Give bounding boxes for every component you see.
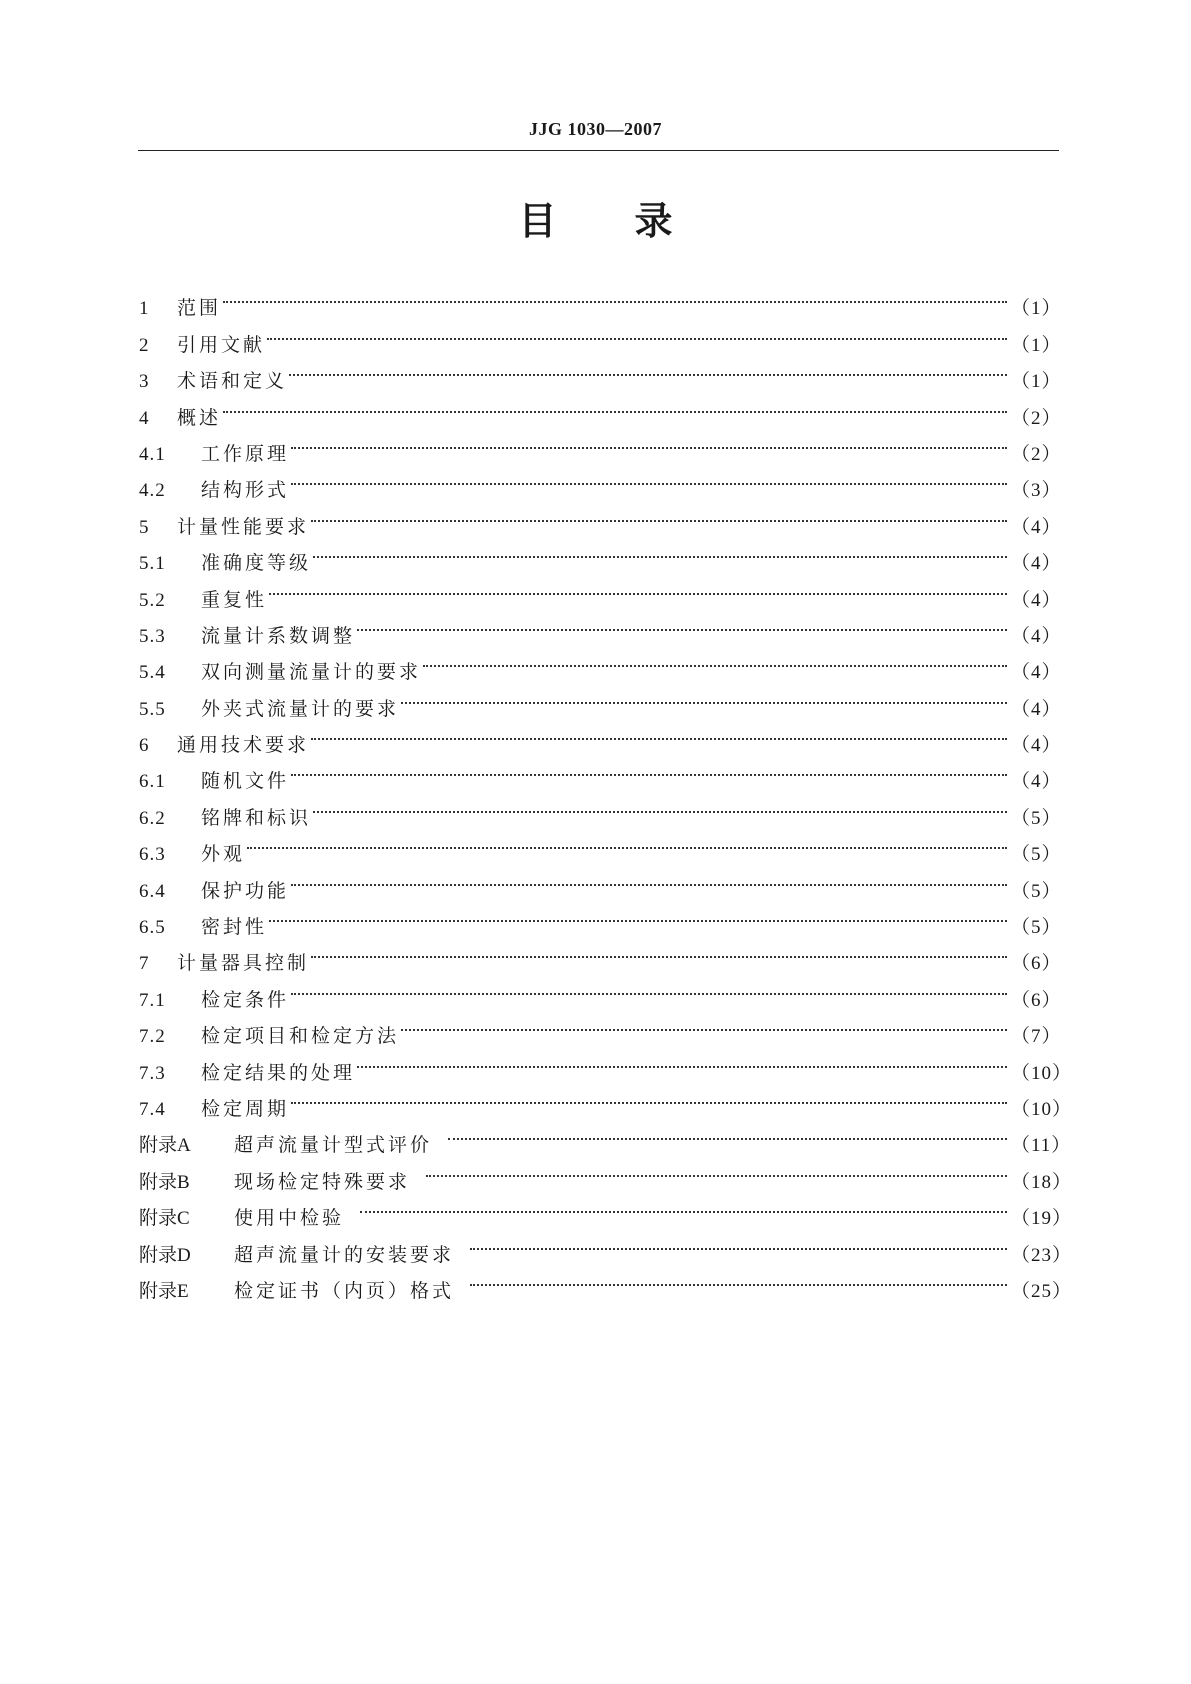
toc-entry-number: 5.2 — [139, 589, 166, 611]
toc-entry-page: （1） — [1011, 298, 1062, 320]
toc-entry-page: （5） — [1011, 880, 1062, 902]
toc-entry-page: （5） — [1011, 844, 1062, 866]
toc-entry-page: （1） — [1011, 334, 1062, 356]
toc-entry-page: （10） — [1011, 1062, 1073, 1084]
toc-entry-page: （7） — [1011, 1026, 1062, 1048]
toc-leader-dots — [291, 424, 1007, 460]
toc-entry-title: 结构形式 — [201, 479, 290, 502]
toc-entry-number: 5.1 — [139, 553, 166, 575]
toc-entry-number: 6.1 — [139, 771, 166, 793]
toc-entry-page: （4） — [1011, 516, 1062, 538]
toc-entry-title: 重复性 — [201, 588, 268, 611]
toc-entry-title: 保护功能 — [201, 879, 290, 902]
toc-entry-number: 附录A — [139, 1135, 191, 1157]
toc-entry-page: （6） — [1011, 989, 1062, 1011]
toc-leader-dots — [470, 1261, 1007, 1297]
toc-entry-page: （10） — [1011, 1098, 1073, 1120]
toc-leader-dots — [223, 387, 1007, 423]
toc-entry-number: 5 — [139, 516, 150, 538]
toc-leader-dots — [311, 496, 1007, 532]
toc-entry-page: （4） — [1011, 698, 1062, 720]
toc-entry-page: （5） — [1011, 917, 1062, 939]
toc-entry-title: 准确度等级 — [201, 552, 312, 575]
toc-leader-dots — [313, 533, 1007, 569]
toc-leader-dots — [291, 860, 1007, 896]
toc-leader-dots — [291, 1079, 1007, 1115]
toc-entry-number: 5.4 — [139, 662, 166, 684]
toc-entry-page: （4） — [1011, 771, 1062, 793]
toc-entry-page: （6） — [1011, 953, 1062, 975]
toc-entry-title: 使用中检验 — [234, 1207, 345, 1230]
toc-entry-number: 附录B — [139, 1171, 190, 1193]
toc-entry-number: 7.2 — [139, 1026, 166, 1048]
toc-leader-dots — [311, 933, 1007, 969]
toc-entry-title: 检定项目和检定方法 — [201, 1025, 400, 1048]
toc-entry-title: 随机文件 — [201, 770, 290, 793]
toc-leader-dots — [223, 278, 1007, 314]
toc-leader-dots — [269, 569, 1007, 605]
toc-entry-page: （25） — [1011, 1280, 1073, 1302]
toc-entry-number: 4 — [139, 407, 150, 429]
toc-leader-dots — [247, 824, 1007, 860]
toc-entry-number: 4.2 — [139, 480, 166, 502]
toc-entry-page: （2） — [1011, 407, 1062, 429]
toc-entry-title: 通用技术要求 — [177, 734, 310, 757]
toc-leader-dots — [291, 751, 1007, 787]
toc-entry-page: （4） — [1011, 589, 1062, 611]
toc-entry-title: 铭牌和标识 — [201, 806, 312, 829]
toc-entry-page: （4） — [1011, 735, 1062, 757]
toc-leader-dots — [313, 787, 1007, 823]
toc-entry[interactable] — [139, 860, 1062, 902]
toc-entry-title: 密封性 — [201, 916, 268, 939]
toc-entry-title: 流量计系数调整 — [201, 624, 356, 647]
toc-leader-dots — [291, 969, 1007, 1005]
toc-leader-dots — [311, 715, 1007, 751]
toc-entry-title: 双向测量流量计的要求 — [201, 661, 422, 684]
title-char-1: 目 — [518, 199, 557, 243]
toc-entry-number: 6 — [139, 735, 150, 757]
toc-entry-title: 工作原理 — [201, 442, 290, 465]
toc-entry-title: 现场检定特殊要求 — [234, 1170, 411, 1193]
toc-entry-title: 超声流量计的安装要求 — [234, 1243, 455, 1266]
toc-entry-title: 概述 — [177, 406, 222, 429]
toc-entry-number: 5.5 — [139, 698, 166, 720]
toc-leader-dots — [269, 897, 1007, 933]
page-header: JJG 1030—2007 — [528, 119, 662, 139]
toc-entry-page: （23） — [1011, 1244, 1073, 1266]
toc-entry[interactable] — [139, 278, 1062, 320]
toc-leader-dots — [470, 1224, 1007, 1260]
toc-entry-title: 检定周期 — [201, 1097, 290, 1120]
toc-entry-page: （2） — [1011, 443, 1062, 465]
page-title — [0, 196, 1191, 246]
toc-entry[interactable] — [139, 606, 1062, 647]
toc-entry-title: 外观 — [201, 843, 246, 866]
toc-entry-number: 附录C — [139, 1208, 190, 1230]
toc-entry-title: 检定结果的处理 — [201, 1061, 356, 1084]
toc-leader-dots — [289, 351, 1007, 387]
toc-entry-number: 6.4 — [139, 880, 166, 902]
toc-leader-dots — [448, 1115, 1007, 1151]
toc-entry-title: 超声流量计型式评价 — [234, 1134, 433, 1157]
toc-entry-page: （11） — [1011, 1135, 1072, 1157]
toc-entry-page: （1） — [1011, 371, 1062, 393]
toc-entry-number: 6.2 — [139, 807, 166, 829]
toc-entry-title: 计量器具控制 — [177, 952, 310, 975]
toc-entry-page: （5） — [1011, 807, 1062, 829]
toc-entry-number: 7.1 — [139, 989, 166, 1011]
toc-entry-number: 7.3 — [139, 1062, 166, 1084]
toc-entry-number: 2 — [139, 334, 150, 356]
toc-leader-dots — [401, 678, 1007, 714]
toc-list — [139, 278, 1073, 1302]
toc-entry-page: （3） — [1011, 480, 1062, 502]
title-char-2: 录 — [634, 199, 673, 243]
toc-entry-title: 计量性能要求 — [177, 515, 310, 538]
toc-leader-dots — [267, 314, 1007, 350]
toc-entry-title: 外夹式流量计的要求 — [201, 697, 400, 720]
toc-leader-dots — [423, 642, 1007, 678]
toc-entry[interactable] — [139, 387, 1062, 429]
toc-entry-title: 检定条件 — [201, 988, 290, 1011]
toc-entry-number: 附录E — [139, 1280, 189, 1302]
toc-leader-dots — [401, 1006, 1007, 1042]
toc-entry[interactable] — [139, 897, 1062, 939]
toc-entry-number: 1 — [139, 298, 150, 320]
toc-entry-page: （19） — [1011, 1208, 1073, 1230]
toc-entry[interactable] — [139, 824, 1062, 866]
toc-entry-page: （4） — [1011, 662, 1062, 684]
toc-leader-dots — [360, 1188, 1007, 1224]
toc-entry[interactable] — [139, 314, 1062, 356]
toc-entry[interactable] — [139, 933, 1062, 975]
toc-leader-dots — [357, 606, 1007, 642]
toc-entry[interactable] — [139, 424, 1062, 465]
toc-entry-number: 5.3 — [139, 625, 166, 647]
toc-entry-title: 检定证书（内页）格式 — [234, 1279, 455, 1302]
toc-entry-page: （4） — [1011, 553, 1062, 575]
toc-entry[interactable] — [139, 351, 1062, 393]
toc-entry-title: 术语和定义 — [177, 370, 288, 393]
toc-entry-number: 6.5 — [139, 917, 166, 939]
toc-leader-dots — [357, 1042, 1007, 1078]
toc-entry-number: 3 — [139, 371, 150, 393]
toc-leader-dots — [291, 460, 1007, 496]
toc-entry-page: （4） — [1011, 625, 1062, 647]
toc-entry-number: 6.3 — [139, 844, 166, 866]
toc-entry-number: 4.1 — [139, 443, 166, 465]
toc-entry-number: 附录D — [139, 1244, 191, 1266]
toc-entry-page: （18） — [1011, 1171, 1073, 1193]
toc-leader-dots — [426, 1151, 1007, 1187]
toc-entry-title: 范围 — [177, 297, 222, 320]
toc-entry[interactable] — [139, 569, 1062, 611]
header-divider — [138, 150, 1059, 151]
toc-entry-number: 7 — [139, 953, 150, 975]
toc-entry-number: 7.4 — [139, 1098, 166, 1120]
toc-entry-title: 引用文献 — [177, 333, 266, 356]
